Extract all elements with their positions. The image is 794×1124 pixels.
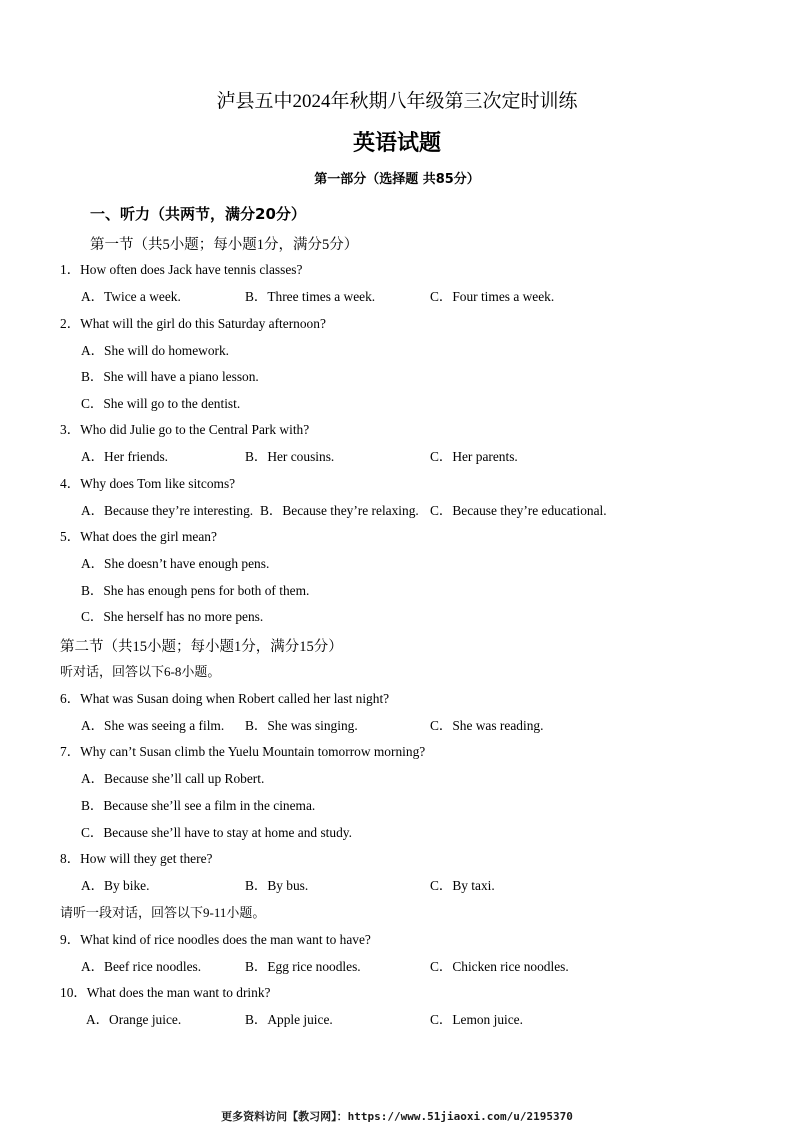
option-b: B．Apple juice.	[245, 1012, 333, 1027]
question-stem: 8．How will they get there?	[60, 851, 213, 866]
option-c: C．Lemon juice.	[430, 1012, 523, 1027]
question-stem: 7．Why can’t Susan climb the Yuelu Mountain tomorrow morning?	[60, 744, 426, 759]
option-b: B．Three times a week.	[245, 289, 376, 304]
question-stem: 1．How often does Jack have tennis classes?	[60, 262, 303, 277]
option-c: C．By taxi.	[430, 878, 495, 893]
instruction-note: 请听一段对话，回答以下9-11小题。	[60, 905, 266, 920]
option-b: B．Because she’ll see a film in the cinema.	[81, 798, 316, 813]
option-a: A．Twice a week.	[81, 289, 181, 304]
option-a: A．She doesn’t have enough pens.	[81, 556, 270, 571]
option-a: A．She will do homework.	[81, 343, 230, 358]
option-a: A．Her friends.	[81, 449, 169, 464]
section2-heading: 第二节（共15小题；每小题1分，满分15分）	[60, 639, 343, 655]
option-c: C．She was reading.	[430, 718, 544, 733]
option-c: C．She will go to the dentist.	[81, 396, 241, 411]
school-title: 泸县五中2024年秋期八年级第三次定时训练	[216, 91, 578, 112]
option-b: B．She will have a piano lesson.	[81, 369, 259, 384]
subject-title: 英语试题	[352, 131, 441, 156]
option-c: C．Because she’ll have to stay at home and study.	[81, 825, 352, 840]
listening-heading: 一、听力（共两节，满分20分）	[90, 205, 306, 223]
instruction-note: 听对话，回答以下6-8小题。	[60, 664, 221, 679]
option-a: A．By bike.	[81, 878, 150, 893]
question-stem: 3．Who did Julie go to the Central Park with?	[60, 422, 310, 437]
footer-link[interactable]: 更多资料访问【教习网】：https://www.51jiaoxi.com/u/2195370	[221, 1110, 573, 1123]
option-a: A．Orange juice.	[86, 1012, 182, 1027]
option-b: B．Egg rice noodles.	[245, 959, 361, 974]
option-c: C．She herself has no more pens.	[81, 609, 264, 624]
section1-heading: 第一节（共5小题；每小题1分，满分5分）	[90, 237, 359, 253]
part-one-heading: 第一部分（选择题 共85分）	[314, 172, 480, 187]
option-b: B．Because they’re relaxing.	[260, 503, 419, 518]
option-c: C．Four times a week.	[430, 289, 555, 304]
option-b: B．She has enough pens for both of them.	[81, 583, 310, 598]
question-stem: 4．Why does Tom like sitcoms?	[60, 476, 236, 491]
option-a: A．She was seeing a film.	[81, 718, 225, 733]
option-b: B．Her cousins.	[245, 449, 335, 464]
question-stem: 6．What was Susan doing when Robert called her last night?	[60, 691, 390, 706]
option-a: A．Because she’ll call up Robert.	[81, 771, 265, 786]
option-c: C．Chicken rice noodles.	[430, 959, 569, 974]
option-a: A．Because they’re interesting.	[81, 503, 254, 518]
question-stem: 5．What does the girl mean?	[60, 529, 217, 544]
question-stem: 2．What will the girl do this Saturday afternoon?	[60, 316, 326, 331]
question-stem: 9．What kind of rice noodles does the man want to have?	[60, 932, 371, 947]
option-c: C．Her parents.	[430, 449, 518, 464]
option-a: A．Beef rice noodles.	[81, 959, 202, 974]
question-stem: 10．What does the man want to drink?	[60, 985, 271, 1000]
option-c: C．Because they’re educational.	[430, 503, 607, 518]
option-b: B．By bus.	[245, 878, 309, 893]
option-b: B．She was singing.	[245, 718, 358, 733]
